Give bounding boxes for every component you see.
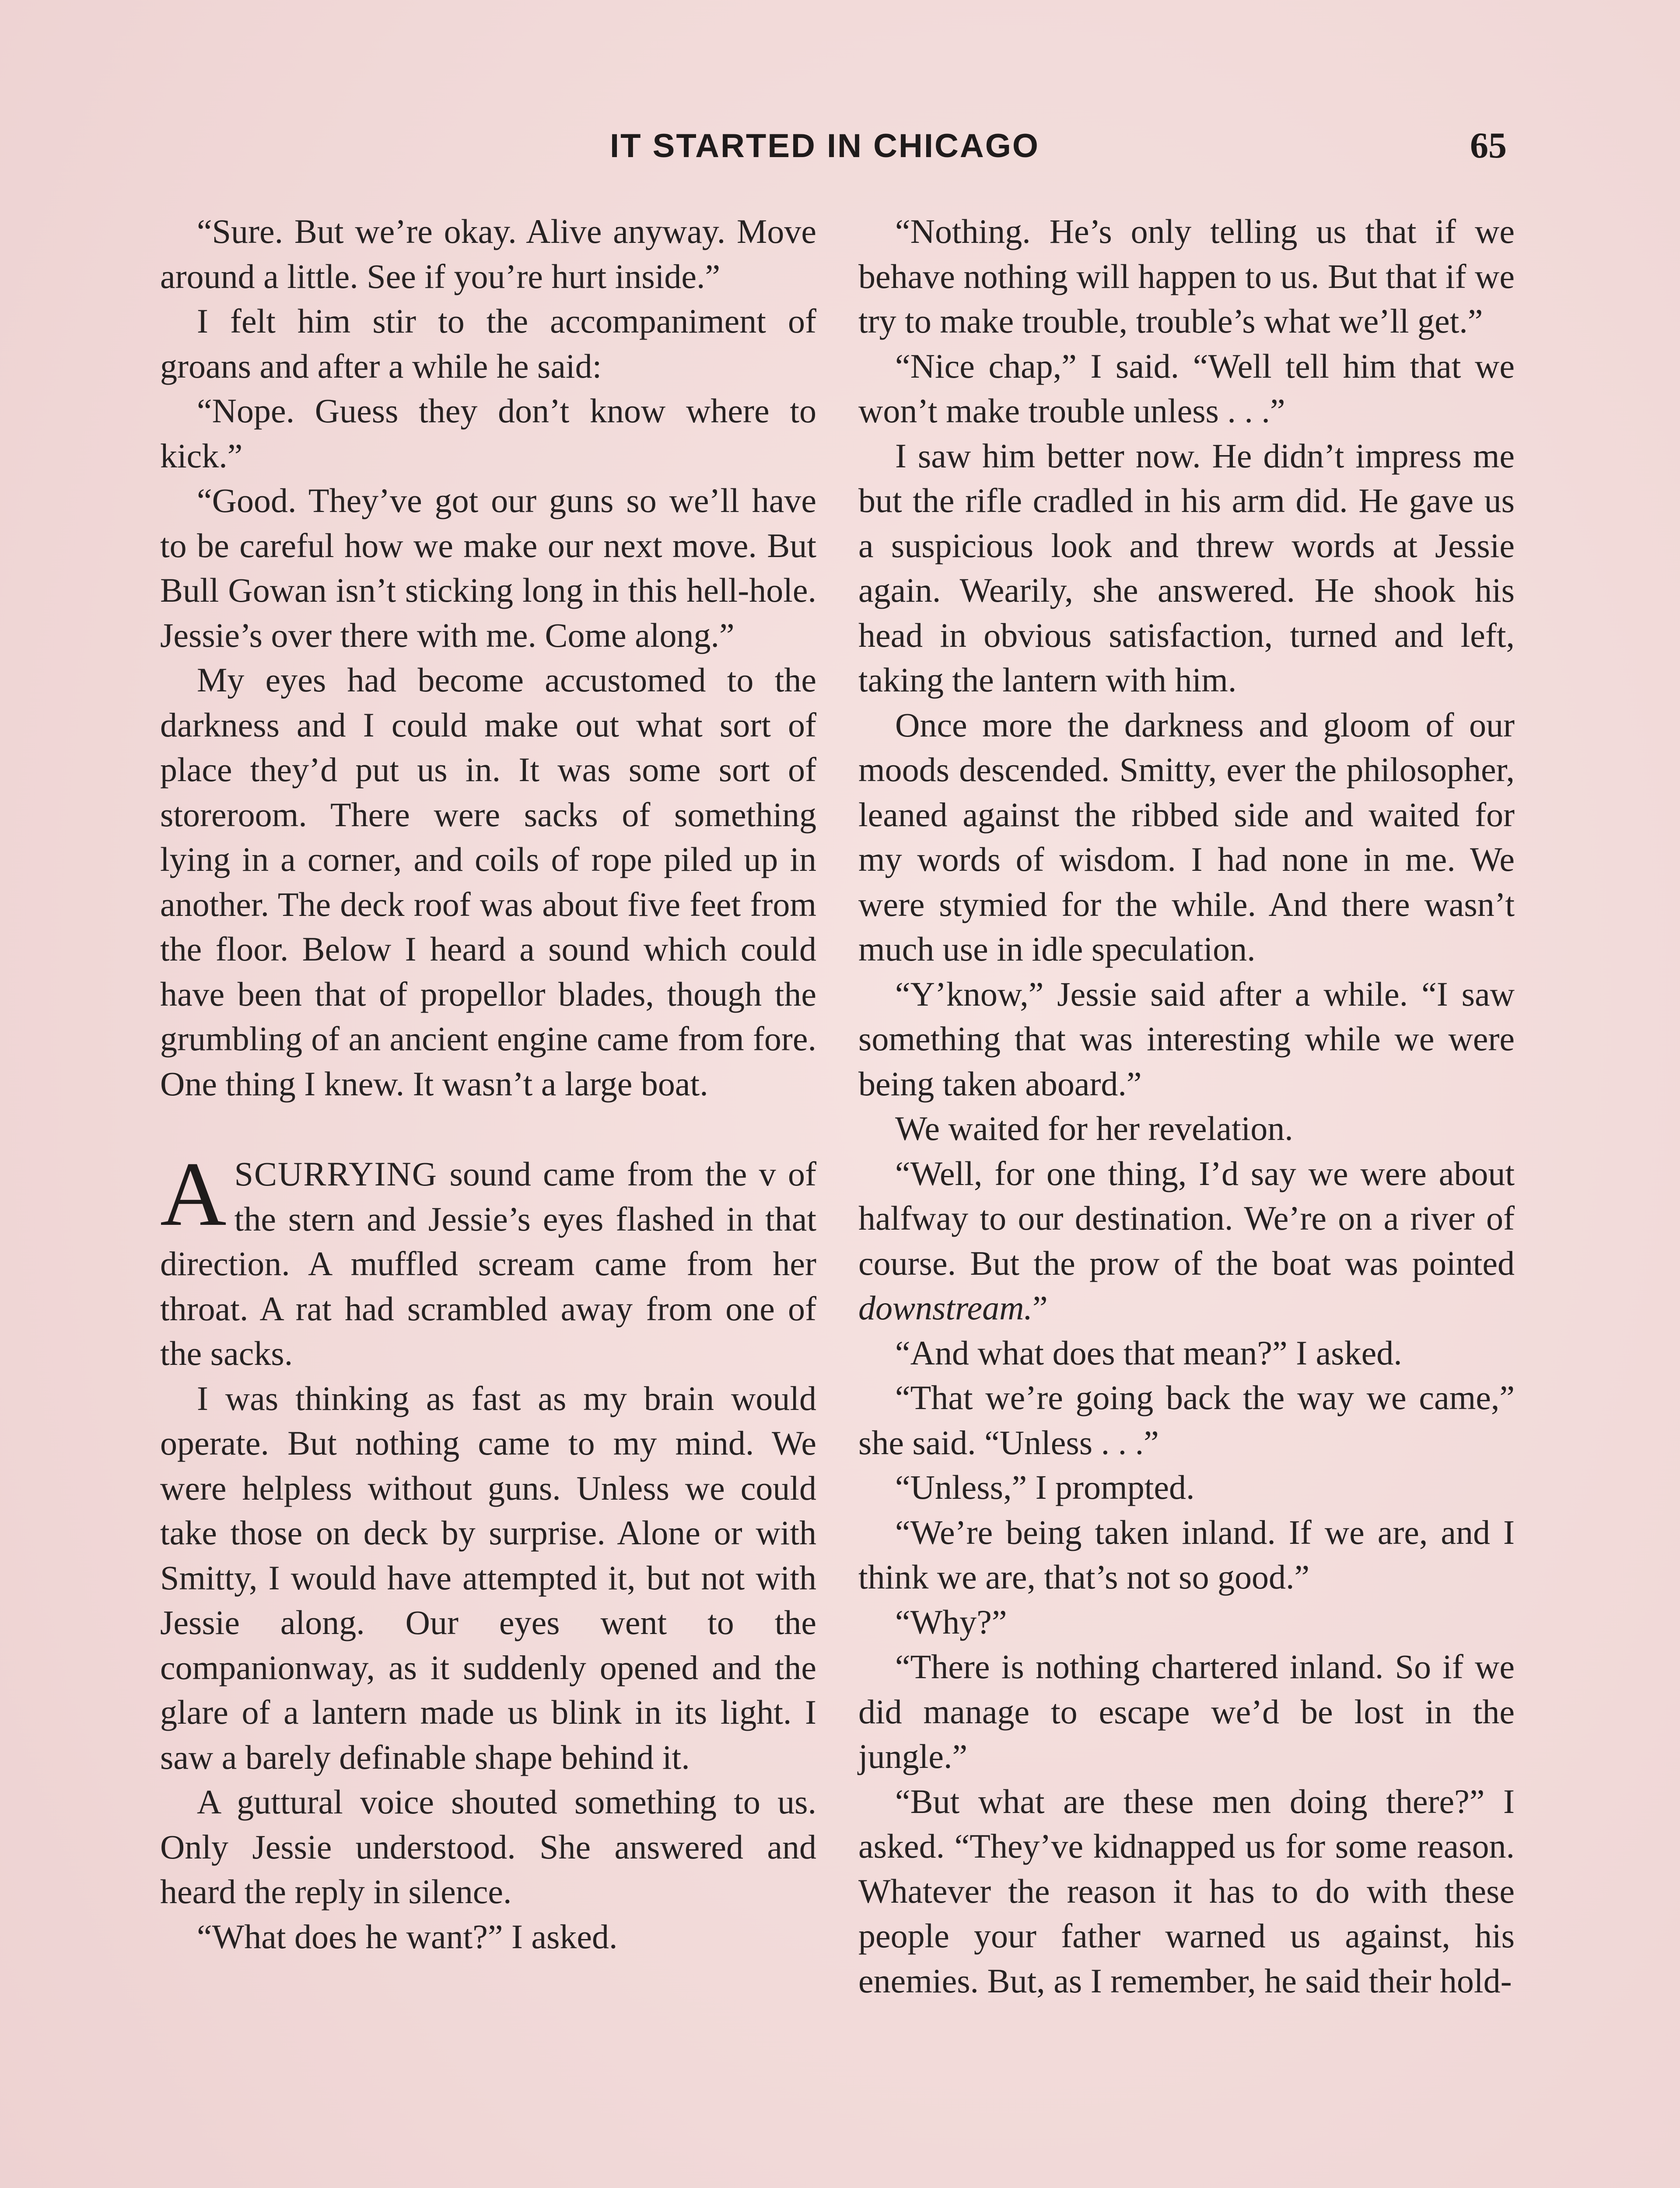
paragraph: “Nice chap,” I said. “Well tell him that we won’t make trouble unless . . .” xyxy=(858,347,1515,430)
paragraph: “But what are these men doing there?” I asked. “They’ve kidnapped us for some reason. Whatever the reason it has to do with these people your father warned us against, his enemies. But, as I remember, he said their hold- xyxy=(858,1782,1515,2000)
paragraph: My eyes had become accustomed to the darkness and I could make out what sort of place they’d put us in. It was some sort of storeroom. There were sacks of something lying in a corner, and coils of rope piled up in another. The deck roof was about five feet from the floor. Below I heard a sound which could have been that of propellor blades, though the grumbling of an ancient engine came from fore. One thing I knew. It wasn’t a large boat. xyxy=(160,661,816,1103)
paragraph: A guttural voice shouted something to us. Only Jessie understood. She answered and heard the reply in silence. xyxy=(160,1783,816,1911)
italic-word: downstream. xyxy=(858,1289,1032,1327)
paragraph: “Good. They’ve got our guns so we’ll have to be careful how we make our next move. But Bull Gowan isn’t sticking long in this hell-hole. Jessie’s over there with me. Come along.” xyxy=(160,481,816,654)
drop-cap: A xyxy=(160,1143,227,1245)
paragraph: “Why?” xyxy=(895,1602,1007,1641)
paragraph: “We’re being taken inland. If we are, and I think we are, that’s not so good.” xyxy=(858,1513,1515,1596)
section-break xyxy=(160,1106,816,1152)
running-title: IT STARTED IN CHICAGO xyxy=(610,127,1040,165)
paragraph: “Unless,” I prompted. xyxy=(895,1468,1195,1506)
running-head xyxy=(0,124,1680,172)
dropcap-lead-word: SCURRYING xyxy=(234,1155,438,1193)
paragraph: We waited for her revelation. xyxy=(895,1109,1293,1147)
paragraph: “Nothing. He’s only telling us that if we behave nothing will happen to us. But that if we try to make trouble, trouble’s what we’ll get.” xyxy=(858,212,1515,340)
paragraph: “There is nothing chartered inland. So if we did manage to escape we’d be lost in the jungle.” xyxy=(858,1648,1515,1775)
dropcap-paragraph xyxy=(160,1143,816,1376)
right-column xyxy=(858,209,1515,2003)
left-column xyxy=(160,209,816,1959)
paragraph: “And what does that mean?” I asked. xyxy=(895,1333,1402,1372)
page-number: 65 xyxy=(1470,125,1507,166)
paragraph: Once more the darkness and gloom of our moods descended. Smitty, ever the philosopher, leaned against the ribbed side and waited for my words of wisdom. I had none in me. We were stymied for the while. And there wasn’t much use in idle speculation. xyxy=(858,705,1515,968)
paragraph: I was thinking as fast as my brain would operate. But nothing came to my mind. We were helpless without guns. Unless we could take those on deck by surprise. Alone or with Smitty, I would have attempted it, but not with Jessie along. Our eyes went to the companionway, as it suddenly opened and the glare of a lantern made us blink in its light. I saw a barely definable shape behind it. xyxy=(160,1379,816,1776)
paragraph: “That we’re going back the way we came,” she said. “Unless . . .” xyxy=(858,1378,1515,1462)
paragraph-text: “Well, for one thing, I’d say we were about halfway to our destination. We’re on a river of course. But the prow of the boat was pointed xyxy=(858,1154,1515,1282)
paragraph: “Nope. Guess they don’t know where to kick.” xyxy=(160,392,816,475)
paragraph-downstream xyxy=(858,1151,1515,1331)
paragraph: I felt him stir to the accompaniment of groans and after a while he said: xyxy=(160,302,816,385)
paragraph: I saw him better now. He didn’t impress me but the rifle cradled in his arm did. He gave us a suspicious look and threw words at Jessie again. Wearily, she answered. He shook his head in obvious satisfaction, turned and left, taking the lantern with him. xyxy=(858,436,1515,699)
closing-quote: ” xyxy=(1032,1289,1048,1327)
paragraph: “Sure. But we’re okay. Alive anyway. Move around a little. See if you’re hurt inside.” xyxy=(160,212,816,295)
paragraph: “Y’know,” Jessie said after a while. “I saw something that was interesting while we were being taken aboard.” xyxy=(858,975,1515,1103)
paragraph: “What does he want?” I asked. xyxy=(197,1917,618,1956)
dropcap-paragraph-text: sound came from the v of the stern and Jessie’s eyes flashed in that direction. A muffled scream came from her throat. A rat had scrambled away from one of the sacks. xyxy=(160,1155,816,1372)
